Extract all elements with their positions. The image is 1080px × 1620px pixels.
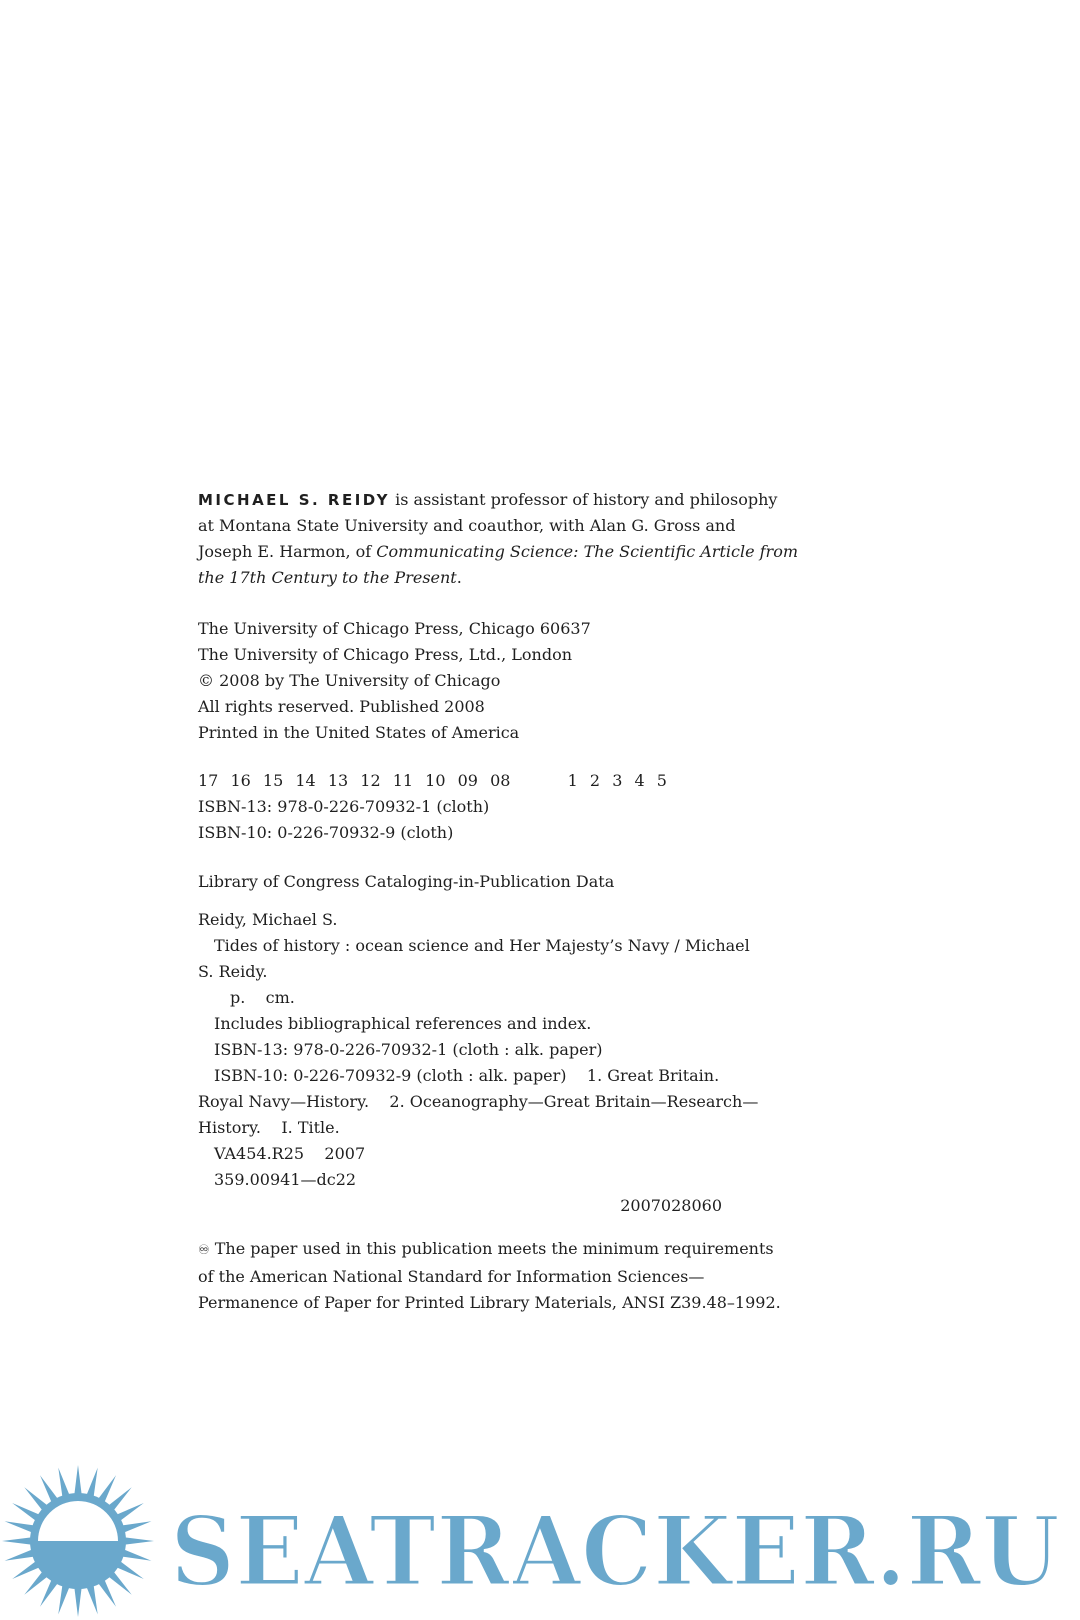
- publisher-info: [198, 616, 758, 746]
- impression-number: 4: [634, 771, 645, 790]
- year-number: 14: [295, 771, 316, 790]
- year-number: 13: [327, 771, 349, 790]
- year-number: 11: [392, 771, 414, 790]
- cip-title-cont: S. Reidy.: [198, 962, 268, 981]
- cip-main-entry: Reidy, Michael S.: [198, 910, 338, 929]
- cip-record: [198, 907, 758, 1219]
- year-number: 08: [490, 771, 511, 790]
- impression-number: 3: [612, 771, 623, 790]
- watermark-logo: [0, 1465, 1080, 1620]
- rights-line: All rights reserved. Published 2008: [198, 697, 485, 716]
- impression-number: 5: [656, 771, 667, 790]
- impression-number: 1: [567, 771, 578, 790]
- printer-key-line: [198, 768, 758, 794]
- cip-isbn13: ISBN-13: 978-0-226-70932-1 (cloth : alk. paper): [214, 1040, 603, 1059]
- cip-collation: p. cm.: [230, 988, 295, 1007]
- isbn10-line: ISBN-10: 0-226-70932-9 (cloth): [198, 823, 454, 842]
- cip-subject-line: History. I. Title.: [198, 1118, 340, 1137]
- paper-line-1: ♾ The paper used in this publication meets the minimum requirements: [198, 1239, 774, 1258]
- cip-isbn10-subject: ISBN-10: 0-226-70932-9 (cloth : alk. paper) 1. Great Britain.: [214, 1066, 720, 1085]
- bio-line-4: the 17th Century to the Present.: [198, 568, 462, 587]
- year-number: 17: [198, 771, 219, 790]
- printed-in-line: Printed in the United States of America: [198, 723, 520, 742]
- paper-notice: [198, 1236, 781, 1316]
- sun-ray: [74, 1585, 82, 1617]
- cip-dewey: 359.00941—dc22: [214, 1170, 357, 1189]
- cip-heading-block: [198, 869, 758, 895]
- watermark-text: SEATRACKER.RU: [170, 1495, 1060, 1608]
- bio-line-1: MICHAEL S. REIDY is assistant professor of history and philosophy: [198, 490, 778, 509]
- sun-icon: [2, 1465, 154, 1617]
- cip-lccn: 2007028060: [620, 1196, 722, 1215]
- sun-ray: [74, 1465, 82, 1497]
- paper-line-3: Permanence of Paper for Printed Library Materials, ANSI Z39.48–1992.: [198, 1293, 781, 1312]
- year-number: 15: [262, 771, 284, 790]
- cip-heading: Library of Congress Cataloging-in-Publication Data: [198, 872, 615, 891]
- book-title-italic: Communicating Science: The Scientific Article from: [376, 542, 798, 561]
- cip-notes: Includes bibliographical references and index.: [214, 1014, 592, 1033]
- year-number: 12: [360, 771, 381, 790]
- copyright-line: © 2008 by The University of Chicago: [198, 671, 501, 690]
- bio-line-3: Joseph E. Harmon, of Communicating Science: The Scientific Article from: [198, 542, 798, 561]
- year-number: 16: [230, 771, 251, 790]
- year-number: 10: [425, 771, 446, 790]
- cip-lc-class: VA454.R25 2007: [214, 1144, 366, 1163]
- cip-subject-line: Royal Navy—History. 2. Oceanography—Great Britain—Research—: [198, 1092, 759, 1111]
- infinity-icon: ♾: [198, 1243, 210, 1258]
- impression-number: 2: [589, 771, 601, 790]
- year-number: 09: [457, 771, 478, 790]
- sun-ray: [122, 1537, 154, 1545]
- paper-line-2: of the American National Standard for Information Sciences—: [198, 1267, 705, 1286]
- isbn13-line: ISBN-13: 978-0-226-70932-1 (cloth): [198, 797, 490, 816]
- cip-title: Tides of history : ocean science and Her Majesty’s Navy / Michael: [214, 936, 750, 955]
- bio-line-2: at Montana State University and coauthor, with Alan G. Gross and: [198, 516, 736, 535]
- printing-info: [198, 768, 758, 846]
- sun-ray: [2, 1537, 34, 1545]
- author-bio: [198, 487, 798, 591]
- publisher-line: The University of Chicago Press, Ltd., London: [198, 645, 573, 664]
- publisher-line: The University of Chicago Press, Chicago 60637: [198, 619, 591, 638]
- author-name: MICHAEL S. REIDY: [198, 491, 391, 509]
